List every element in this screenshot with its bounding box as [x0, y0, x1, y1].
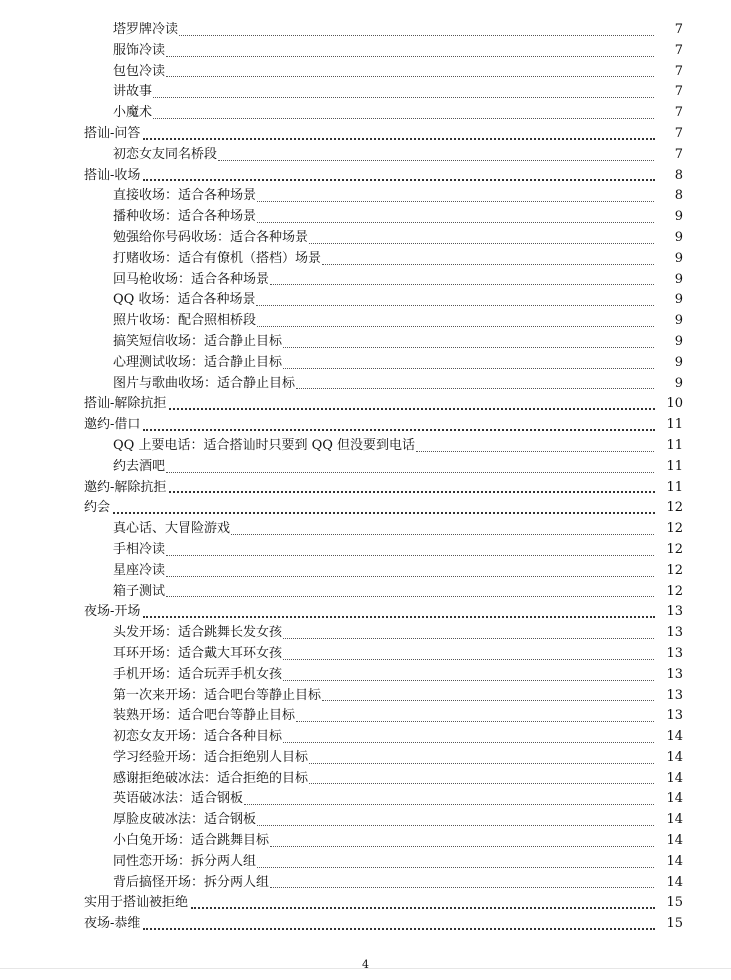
toc-entry-title: 学习经验开场：适合拒绝别人目标: [113, 749, 309, 765]
toc-dot-leader: [322, 688, 654, 701]
toc-subsection-link[interactable]: [0, 706, 731, 727]
toc-section-link[interactable]: [0, 415, 731, 436]
toc-entry-title: 播种收场：适合各种场景: [113, 209, 257, 225]
toc-entry-page-number: 14: [666, 874, 683, 890]
toc-subsection-link[interactable]: [0, 41, 731, 62]
toc-dot-leader: [283, 356, 654, 369]
toc-dot-leader: [218, 148, 654, 161]
toc-entry-title: 装熟开场：适合吧台等静止目标: [113, 708, 296, 724]
toc-dot-leader: [283, 668, 654, 681]
toc-entry-page-number: 14: [666, 812, 683, 828]
toc-subsection-link[interactable]: [0, 270, 731, 291]
toc-entry-page-number: 10: [666, 396, 683, 412]
toc-dot-leader: [143, 604, 655, 618]
toc-entry-title: 塔罗牌冷读: [113, 22, 179, 37]
toc-dot-leader: [270, 272, 654, 285]
toc-dot-leader: [143, 417, 655, 431]
toc-subsection-link[interactable]: [0, 374, 731, 395]
toc-entry-title: 邀约-借口: [84, 417, 141, 433]
toc-subsection-link[interactable]: [0, 82, 731, 103]
toc-subsection-link[interactable]: [0, 519, 731, 540]
toc-subsection-link[interactable]: [0, 353, 731, 374]
toc-entry-page-number: 12: [666, 500, 683, 516]
toc-entry-title: 讲故事: [113, 84, 153, 100]
toc-dot-leader: [153, 85, 654, 98]
toc-dot-leader: [166, 584, 654, 597]
toc-entry-title: 实用于搭讪被拒绝: [84, 895, 189, 911]
toc-subsection-link[interactable]: [0, 748, 731, 769]
toc-entry-page-number: 13: [666, 645, 683, 661]
toc-entry-title: 搞笑短信收场：适合静止目标: [113, 333, 283, 349]
toc-entry-title: 手相冷读: [113, 541, 166, 557]
toc-entry-page-number: 14: [666, 853, 683, 869]
toc-entry-page-number: 13: [666, 687, 683, 703]
toc-entry-title: 回马枪收场：适合各种场景: [113, 271, 270, 287]
toc-section-link[interactable]: [0, 394, 731, 415]
toc-section-link[interactable]: [0, 124, 731, 145]
toc-subsection-link[interactable]: [0, 145, 731, 166]
toc-dot-leader: [257, 210, 654, 223]
toc-section-link[interactable]: [0, 893, 731, 914]
toc-entry-title: 第一次来开场：适合吧台等静止目标: [113, 687, 322, 703]
toc-entry-title: 箱子测试: [113, 583, 166, 599]
toc-dot-leader: [143, 916, 655, 930]
toc-entry-title: 直接收场：适合各种场景: [113, 188, 257, 204]
toc-entry-page-number: 15: [666, 895, 683, 911]
toc-subsection-link[interactable]: [0, 582, 731, 603]
toc-dot-leader: [283, 647, 654, 660]
toc-subsection-link[interactable]: [0, 62, 731, 83]
toc-entry-title: 星座冷读: [113, 562, 166, 578]
toc-section-link[interactable]: [0, 166, 731, 187]
toc-entry-page-number: 13: [666, 708, 683, 724]
toc-entry-title: 打赌收场：适合有僚机（搭档）场景: [113, 250, 322, 266]
toc-entry-page-number: 14: [666, 770, 683, 786]
toc-entry-page-number: 14: [666, 749, 683, 765]
toc-dot-leader: [283, 335, 654, 348]
toc-entry-page-number: 11: [666, 458, 683, 474]
toc-dot-leader: [113, 500, 655, 514]
toc-dot-leader: [309, 771, 654, 784]
toc-subsection-link[interactable]: [0, 665, 731, 686]
toc-subsection-link[interactable]: [0, 332, 731, 353]
toc-entry-page-number: 9: [674, 375, 683, 391]
toc-entry-page-number: 15: [666, 916, 683, 932]
toc-entry-page-number: 9: [674, 209, 683, 225]
toc-entry-title: 搭讪-解除抗拒: [84, 396, 167, 412]
toc-dot-leader: [231, 522, 654, 535]
toc-entry-page-number: 7: [674, 84, 683, 100]
toc-subsection-link[interactable]: [0, 623, 731, 644]
toc-dot-leader: [283, 730, 654, 743]
toc-entry-title: 约去酒吧: [113, 458, 166, 474]
toc-entry-title: 头发开场：适合跳舞长发女孩: [113, 625, 283, 641]
toc-entry-page-number: 9: [674, 229, 683, 245]
toc-entry-title: 真心话、大冒险游戏: [113, 521, 231, 537]
toc-section-link[interactable]: [0, 914, 731, 935]
toc-entry-title: QQ 收场：适合各种场景: [113, 292, 256, 308]
toc-entry-page-number: 7: [674, 125, 683, 141]
toc-entry-title: 约会: [84, 500, 111, 516]
toc-dot-leader: [270, 834, 654, 847]
toc-dot-leader: [309, 231, 654, 244]
toc-dot-leader: [191, 895, 655, 909]
toc-dot-leader: [270, 875, 654, 888]
toc-entry-page-number: 9: [674, 313, 683, 329]
toc-dot-leader: [257, 855, 654, 868]
toc-entry-title: 搭讪-收场: [84, 167, 141, 183]
toc-subsection-link[interactable]: [0, 457, 731, 478]
toc-subsection-link[interactable]: [0, 686, 731, 707]
toc-entry-title: 夜场-开场: [84, 604, 141, 620]
toc-entry-title: 勉强给你号码收场：适合各种场景: [113, 229, 309, 245]
page-number: 4: [362, 958, 369, 971]
toc-dot-leader: [257, 314, 654, 327]
toc-dot-leader: [244, 792, 654, 805]
toc-subsection-link[interactable]: [0, 727, 731, 748]
toc-entry-title: 图片与歌曲收场：适合静止目标: [113, 375, 296, 391]
toc-entry-page-number: 13: [666, 604, 683, 620]
toc-subsection-link[interactable]: [0, 831, 731, 852]
toc-dot-leader: [416, 439, 654, 452]
toc-entry-page-number: 7: [674, 63, 683, 79]
toc-dot-leader: [153, 106, 654, 119]
toc-entry-page-number: 9: [674, 250, 683, 266]
toc-entry-page-number: 12: [666, 541, 683, 557]
toc-entry-page-number: 9: [674, 354, 683, 370]
toc-subsection-link[interactable]: [0, 789, 731, 810]
toc-entry-page-number: 14: [666, 833, 683, 849]
toc-section-link[interactable]: [0, 602, 731, 623]
toc-entry-title: 背后搞怪开场：拆分两人组: [113, 874, 270, 890]
toc-subsection-link[interactable]: [0, 103, 731, 124]
toc-entry-page-number: 11: [666, 437, 683, 453]
toc-entry-page-number: 12: [666, 521, 683, 537]
toc-entry-title: 小白兔开场：适合跳舞目标: [113, 833, 270, 849]
toc-entry-page-number: 7: [674, 146, 683, 162]
toc-entry-page-number: 9: [674, 333, 683, 349]
toc-entry-page-number: 7: [674, 105, 683, 121]
toc-entry-page-number: 12: [666, 583, 683, 599]
toc-dot-leader: [296, 376, 654, 389]
toc-entry-page-number: 14: [666, 791, 683, 807]
toc-entry-title: 邀约-解除抗拒: [84, 479, 167, 495]
toc-entry-title: 同性恋开场：拆分两人组: [113, 853, 257, 869]
toc-entry-title: 初恋女友开场：适合各种目标: [113, 729, 283, 745]
toc-dot-leader: [296, 709, 654, 722]
toc-subsection-link[interactable]: [0, 436, 731, 457]
toc-entry-title: 小魔术: [113, 105, 153, 121]
toc-dot-leader: [283, 626, 654, 639]
toc-entry-title: 搭讪-问答: [84, 125, 141, 141]
toc-entry-title: 夜场-恭维: [84, 916, 141, 932]
toc-entry-title: 感谢拒绝破冰法：适合拒绝的目标: [113, 770, 309, 786]
toc-subsection-link[interactable]: [0, 561, 731, 582]
toc-entry-title: 手机开场：适合玩弄手机女孩: [113, 666, 283, 682]
toc-entry-page-number: 12: [666, 562, 683, 578]
toc-entry-title: 服饰冷读: [113, 42, 166, 58]
toc-subsection-link[interactable]: [0, 311, 731, 332]
toc-entry-page-number: 8: [674, 188, 683, 204]
toc-section-link[interactable]: [0, 498, 731, 519]
toc-dot-leader: [166, 564, 654, 577]
toc-subsection-link[interactable]: [0, 20, 731, 41]
table-of-contents: [0, 20, 731, 935]
toc-entry-page-number: 7: [674, 22, 683, 37]
toc-subsection-link[interactable]: [0, 810, 731, 831]
toc-entry-page-number: 14: [666, 729, 683, 745]
toc-entry-title: QQ 上要电话：适合搭讪时只要到 QQ 但没要到电话: [113, 437, 416, 453]
toc-subsection-link[interactable]: [0, 644, 731, 665]
toc-entry-page-number: 9: [674, 292, 683, 308]
toc-entry-title: 照片收场：配合照相桥段: [113, 313, 257, 329]
toc-subsection-link[interactable]: [0, 852, 731, 873]
toc-dot-leader: [143, 126, 655, 140]
toc-entry-page-number: 13: [666, 625, 683, 641]
toc-entry-page-number: 9: [674, 271, 683, 287]
toc-dot-leader: [257, 189, 654, 202]
toc-dot-leader: [166, 460, 654, 473]
toc-entry-title: 英语破冰法：适合钢板: [113, 791, 244, 807]
toc-dot-leader: [166, 64, 654, 77]
toc-subsection-link[interactable]: [0, 249, 731, 270]
toc-entry-title: 初恋女友同名桥段: [113, 146, 218, 162]
toc-dot-leader: [322, 252, 654, 265]
toc-dot-leader: [169, 479, 655, 493]
toc-subsection-link[interactable]: [0, 540, 731, 561]
toc-dot-leader: [169, 396, 655, 410]
toc-entry-page-number: 8: [674, 167, 683, 183]
toc-entry-title: 包包冷读: [113, 63, 166, 79]
toc-entry-page-number: 13: [666, 666, 683, 682]
toc-dot-leader: [256, 293, 654, 306]
toc-subsection-link[interactable]: [0, 769, 731, 790]
toc-subsection-link[interactable]: [0, 873, 731, 894]
toc-dot-leader: [166, 44, 654, 57]
toc-entry-page-number: 11: [666, 479, 683, 495]
toc-entry-title: 厚脸皮破冰法：适合钢板: [113, 812, 257, 828]
toc-section-link[interactable]: [0, 478, 731, 499]
toc-dot-leader: [166, 543, 654, 556]
toc-dot-leader: [309, 751, 654, 764]
toc-subsection-link[interactable]: [0, 207, 731, 228]
toc-subsection-link[interactable]: [0, 186, 731, 207]
toc-dot-leader: [179, 23, 654, 36]
toc-entry-title: 心理测试收场：适合静止目标: [113, 354, 283, 370]
toc-dot-leader: [257, 813, 654, 826]
toc-entry-page-number: 11: [666, 417, 683, 433]
toc-subsection-link[interactable]: [0, 290, 731, 311]
toc-entry-page-number: 7: [674, 42, 683, 58]
toc-dot-leader: [143, 167, 655, 181]
toc-entry-title: 耳环开场：适合戴大耳环女孩: [113, 645, 283, 661]
toc-subsection-link[interactable]: [0, 228, 731, 249]
